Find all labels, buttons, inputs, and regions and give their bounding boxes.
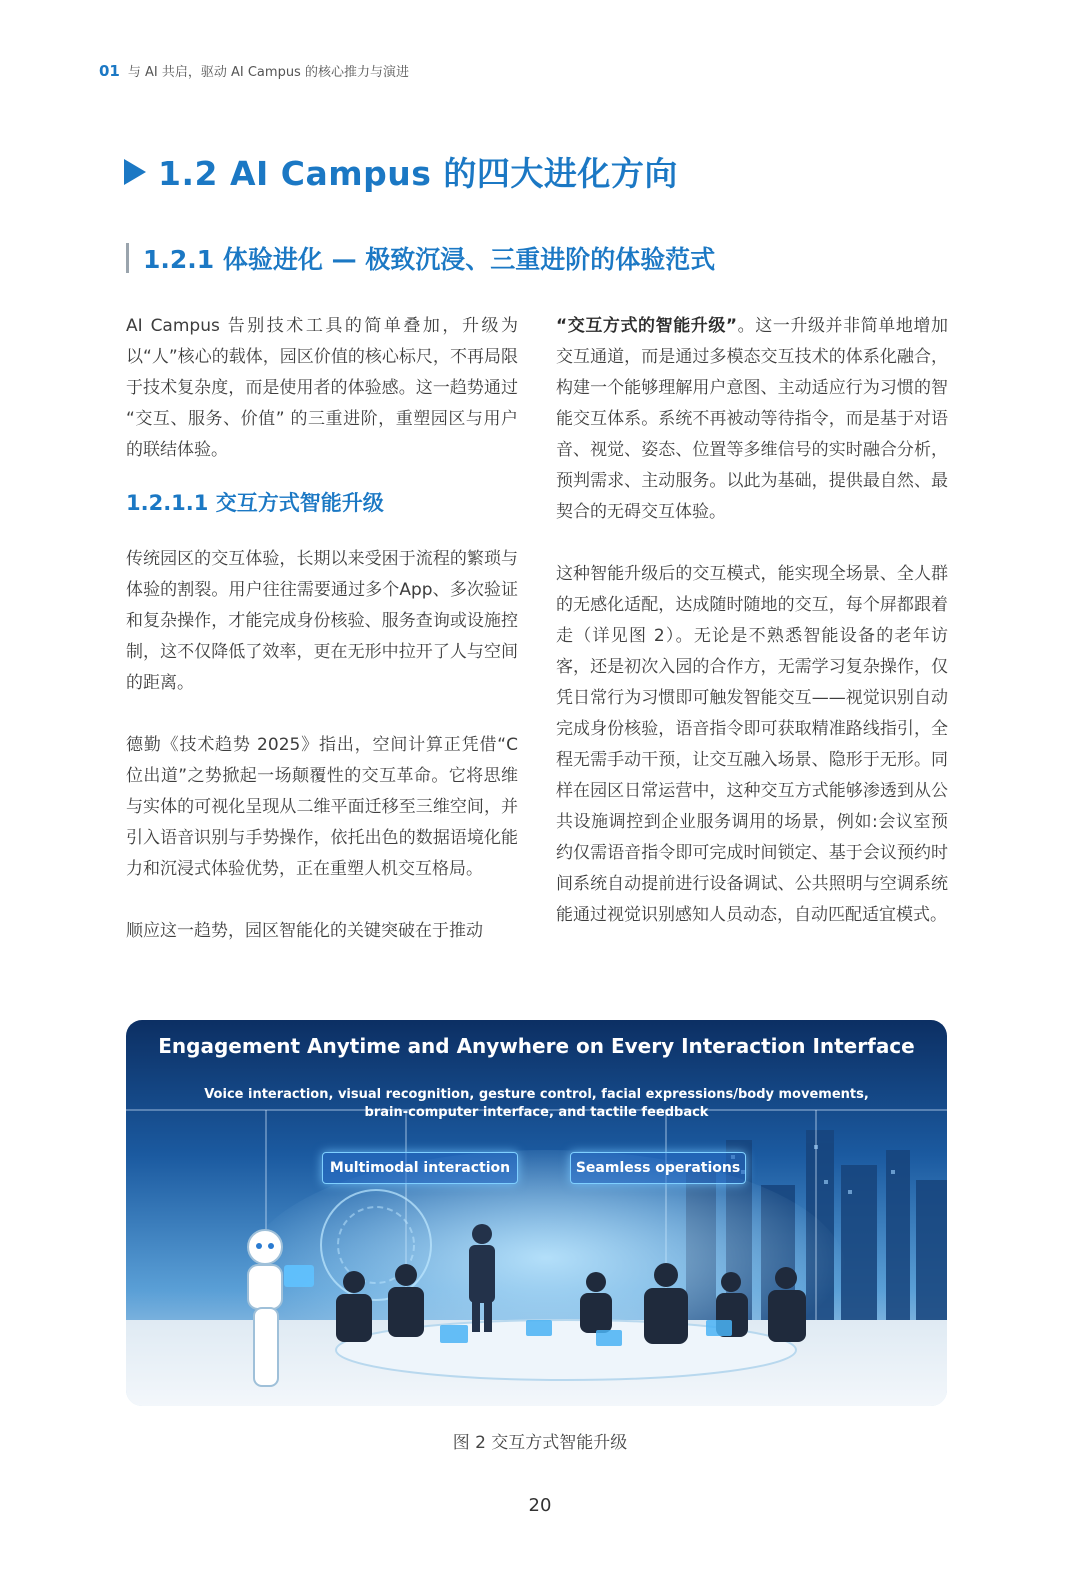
chapter-number: 01 [99,61,120,80]
figure-2-image [126,1020,947,1406]
left-paragraph-3: 德勤《技术趋势 2025》指出，空间计算正凭借“C位出道”之势掀起一场颠覆性的交互革命。它将思维与实体的可视化呈现从二维平面迁移至三维空间，并引入语音识别与手势操作，依托出色的数据语境化能力和沉浸式体验优势，正在重塑人机交互格局。 [126,735,518,879]
vertical-bar-marker [126,243,129,273]
figure-subtitle-line-1: Voice interaction, visual recognition, gesture control, facial expressions/body movements, [204,1087,869,1102]
office-scene-illustration [126,1020,947,1406]
section-title: 1.2 AI Campus 的四大进化方向 [158,154,678,193]
right-paragraph-1-text: 。这一升级并非简单地增加交互通道，而是通过多模态交互技术的体系化融合，构建一个能够理解用户意图、主动适应行为习惯的智能交互体系。系统不再被动等待指令，而是基于对语音、视觉、姿态、位置等多维信号的实时融合分析，预判需求、主动服务。以此为基础，提供最自然、最契合的无碍交互体验。 [556,316,948,522]
right-paragraph-1 [556,311,948,528]
left-paragraph-1: AI Campus 告别技术工具的简单叠加，升级为以“人”核心的载体，园区价值的核心标尺，不再局限于技术复杂度，而是使用者的体验感。这一趋势通过 “交互、服务、价值” 的三重进阶，重塑园区与用户的联结体验。 [126,316,518,460]
seamless-operations-label: Seamless operations [570,1152,746,1184]
figure-title: Engagement Anytime and Anywhere on Every Interaction Interface [158,1034,915,1058]
subsubsection-heading: 1.2.1.1 交互方式智能升级 [126,491,384,515]
left-paragraph-4: 顺应这一趋势，园区智能化的关键突破在于推动 [126,921,483,941]
running-header-text: 与 AI 共启，驱动 AI Campus 的核心推力与演进 [127,65,409,80]
multimodal-interaction-label: Multimodal interaction [322,1152,518,1184]
left-paragraph-2: 传统园区的交互体验，长期以来受困于流程的繁琐与体验的割裂。用户往往需要通过多个App、多次验证和复杂操作，才能完成身份核验、服务查询或设施控制，这不仅降低了效率，更在无形中拉开了人与空间的距离。 [126,549,518,693]
emphasis-text: “交互方式的智能升级” [556,316,738,336]
right-column [556,311,948,931]
subsection-heading [126,240,715,276]
left-column [126,311,518,947]
figure-caption: 图 2 交互方式智能升级 [452,1433,628,1453]
running-header [99,61,409,80]
triangle-marker-icon [124,159,146,185]
subsection-title: 1.2.1 体验进化 — 极致沉浸、三重进阶的体验范式 [143,245,716,274]
right-paragraph-2: 这种智能升级后的交互模式，能实现全场景、全人群的无感化适配，达成随时随地的交互，每个屏都跟着走（详见图 2）。无论是不熟悉智能设备的老年访客，还是初次入园的合作方，无需学习复杂操作，仅凭日常行为习惯即可触发智能交互——视觉识别自动完成身份核验，语音指令即可获取精准路线指引，全程无需手动干预，让交互融入场景、隐形于无形。同样在园区日常运营中，这种交互方式能够渗透到从公共设施调控到企业服务调用的场景，例如:会议室预约仅需语音指令即可完成时间锁定、基于会议预约时间系统自动提前进行设备调试、公共照明与空调系统能通过视觉识别感知人员动态，自动匹配适宜模式。 [556,564,948,925]
section-heading [124,148,678,195]
page-number: 20 [528,1495,552,1516]
figure-subtitle-line-2: brain-computer interface, and tactile feedback [364,1105,709,1120]
